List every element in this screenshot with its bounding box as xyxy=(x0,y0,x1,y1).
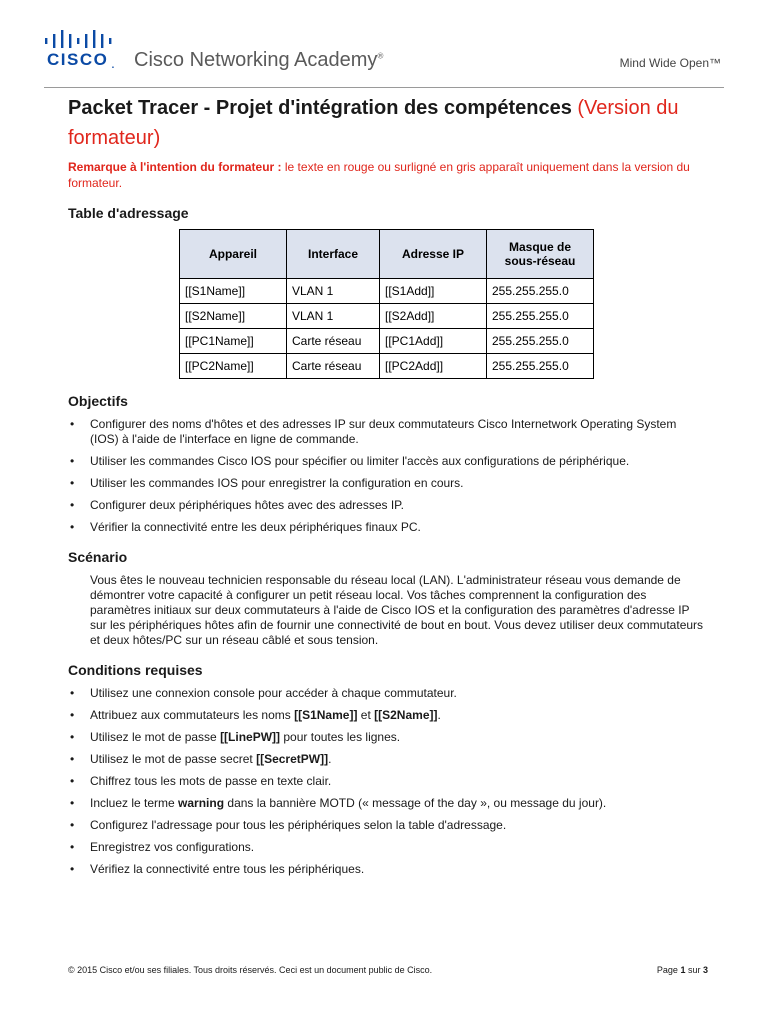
table-cell: [[S2Name]] xyxy=(180,304,287,329)
table-cell: 255.255.255.0 xyxy=(487,279,594,304)
table-row xyxy=(180,329,594,354)
scenario-text: Vous êtes le nouveau technicien responsable du réseau local (LAN). L'administrateur réseau vous demande de démontrer votre capacité à configurer un petit réseau local. Vos tâches comprennent la configuration des paramètres initiaux sur deux commutateurs à l'aide de Cisco IOS et la configuration des paramètres d'adresse IP sur les périphériques hôtes afin de fournir une connectivité de bout en bout. Vous devez utiliser deux commutateurs et deux hôtes/PC sur un réseau câblé et sous tension. xyxy=(90,573,704,647)
table-header: Appareil xyxy=(180,230,287,279)
list-item: • Utilisez le mot de passe [[LinePW]] pour toutes les lignes. xyxy=(68,730,708,745)
table-row xyxy=(180,304,594,329)
list-item: • Incluez le terme warning dans la bannière MOTD (« message of the day », ou message du jour). xyxy=(68,796,708,811)
list-item: • Vérifiez la connectivité entre tous les périphériques. xyxy=(68,862,708,877)
objectives-list xyxy=(68,417,708,535)
table-cell: [[PC2Add]] xyxy=(380,354,487,379)
table-cell: [[S1Name]] xyxy=(180,279,287,304)
table-row xyxy=(180,279,594,304)
page-number: Page 1 sur 3 xyxy=(656,965,708,975)
table-cell: 255.255.255.0 xyxy=(487,304,594,329)
list-item: • Configurez l'adressage pour tous les périphériques selon la table d'adressage. xyxy=(68,818,708,833)
cisco-logo-icon xyxy=(44,30,112,48)
table-cell: [[PC1Add]] xyxy=(380,329,487,354)
list-item: • Enregistrez vos configurations. xyxy=(68,840,708,855)
section-heading-objectives: Objectifs xyxy=(68,393,128,409)
page-title: Packet Tracer - Projet d'intégration des compétences (Version du formateur) xyxy=(68,97,679,149)
table-cell: [[S1Add]] xyxy=(380,279,487,304)
list-item: • Vérifier la connectivité entre les deux périphériques finaux PC. xyxy=(68,520,708,535)
table-cell: [[PC1Name]] xyxy=(180,329,287,354)
table-header: Adresse IP xyxy=(380,230,487,279)
list-item: • Utiliser les commandes Cisco IOS pour spécifier ou limiter l'accès aux configurations de périphérique. xyxy=(68,454,708,469)
list-item: • Configurer deux périphériques hôtes avec des adresses IP. xyxy=(68,498,708,513)
academy-name: Cisco Networking Academy® xyxy=(134,49,384,71)
table-cell: [[S2Add]] xyxy=(380,304,487,329)
cisco-wordmark: CISCO xyxy=(47,50,109,69)
list-item: • Utilisez une connexion console pour accéder à chaque commutateur. xyxy=(68,686,708,701)
header-divider xyxy=(44,87,724,88)
document-body xyxy=(68,93,708,884)
list-item: • Utiliser les commandes IOS pour enregistrer la configuration en cours. xyxy=(68,476,708,491)
brand-dot: . xyxy=(111,55,115,71)
page-header xyxy=(0,0,768,88)
version-label: (Version du formateur) xyxy=(68,97,679,149)
table-row xyxy=(180,354,594,379)
table-cell: 255.255.255.0 xyxy=(487,329,594,354)
table-cell: VLAN 1 xyxy=(287,304,380,329)
section-heading-address-table: Table d'adressage xyxy=(68,205,189,221)
list-item: • Chiffrez tous les mots de passe en texte clair. xyxy=(68,774,708,789)
address-table xyxy=(179,229,594,379)
list-item: • Utilisez le mot de passe secret [[SecretPW]]. xyxy=(68,752,708,767)
section-heading-requirements: Conditions requises xyxy=(68,662,203,678)
requirements-list xyxy=(68,686,708,877)
table-header: Interface xyxy=(287,230,380,279)
instructor-note: Remarque à l'intention du formateur : le texte en rouge ou surligné en gris apparaît uniquement dans la version du formateur. xyxy=(68,160,690,190)
section-heading-scenario: Scénario xyxy=(68,549,128,565)
list-item: • Configurer des noms d'hôtes et des adresses IP sur deux commutateurs Cisco Internetwork Operating System (IOS) à l'aide de l'interface en ligne de commande. xyxy=(68,417,708,447)
table-cell: 255.255.255.0 xyxy=(487,354,594,379)
page-footer xyxy=(68,965,708,975)
copyright-text: © 2015 Cisco et/ou ses filiales. Tous droits réservés. Ceci est un document public de Cisco. xyxy=(68,965,433,975)
table-header: Masque de sous-réseau xyxy=(487,230,594,279)
table-cell: Carte réseau xyxy=(287,329,380,354)
table-cell: VLAN 1 xyxy=(287,279,380,304)
slogan: Mind Wide Open™ xyxy=(619,56,721,70)
list-item: • Attribuez aux commutateurs les noms [[S1Name]] et [[S2Name]]. xyxy=(68,708,708,723)
table-cell: Carte réseau xyxy=(287,354,380,379)
table-cell: [[PC2Name]] xyxy=(180,354,287,379)
